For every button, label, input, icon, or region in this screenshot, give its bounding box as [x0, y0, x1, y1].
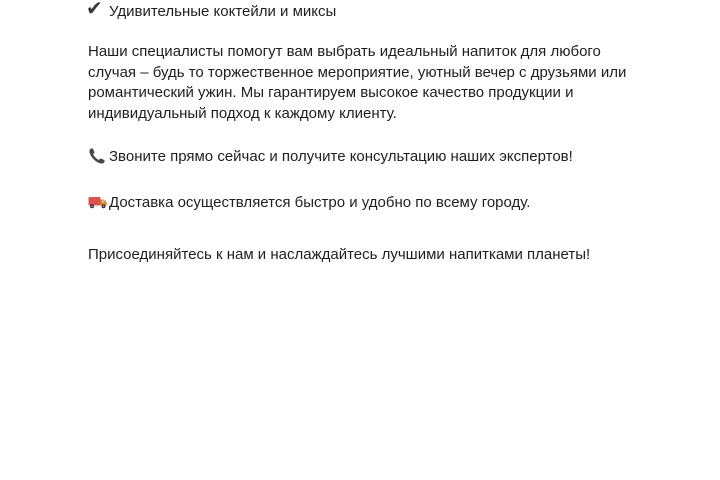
intro-line: индивидуальный подход к каждому клиенту.: [88, 104, 397, 122]
delivery-text: Доставка осуществляется быстро и удобно по всему городу.: [109, 194, 531, 211]
intro-line: Наши специалисты помогут вам выбрать идеальный напиток для любого: [88, 43, 601, 60]
intro-paragraph: [88, 42, 648, 124]
telephone-icon: [88, 147, 106, 165]
call-text: Звоните прямо сейчас и получите консультацию наших экспертов!: [109, 148, 573, 165]
check-mark-icon: ✔: [86, 0, 103, 20]
intro-line: случая – будь то торжественное мероприятие, уютный вечер с друзьями или: [88, 63, 627, 81]
delivery-truck-icon: [88, 193, 106, 211]
feature-label: Удивительные коктейли и миксы: [109, 3, 337, 20]
closing-text: Присоединяйтесь к нам и наслаждайтесь лучшими напитками планеты!: [88, 246, 591, 263]
intro-line: романтический ужин. Мы гарантируем высокое качество продукции и: [88, 84, 574, 101]
